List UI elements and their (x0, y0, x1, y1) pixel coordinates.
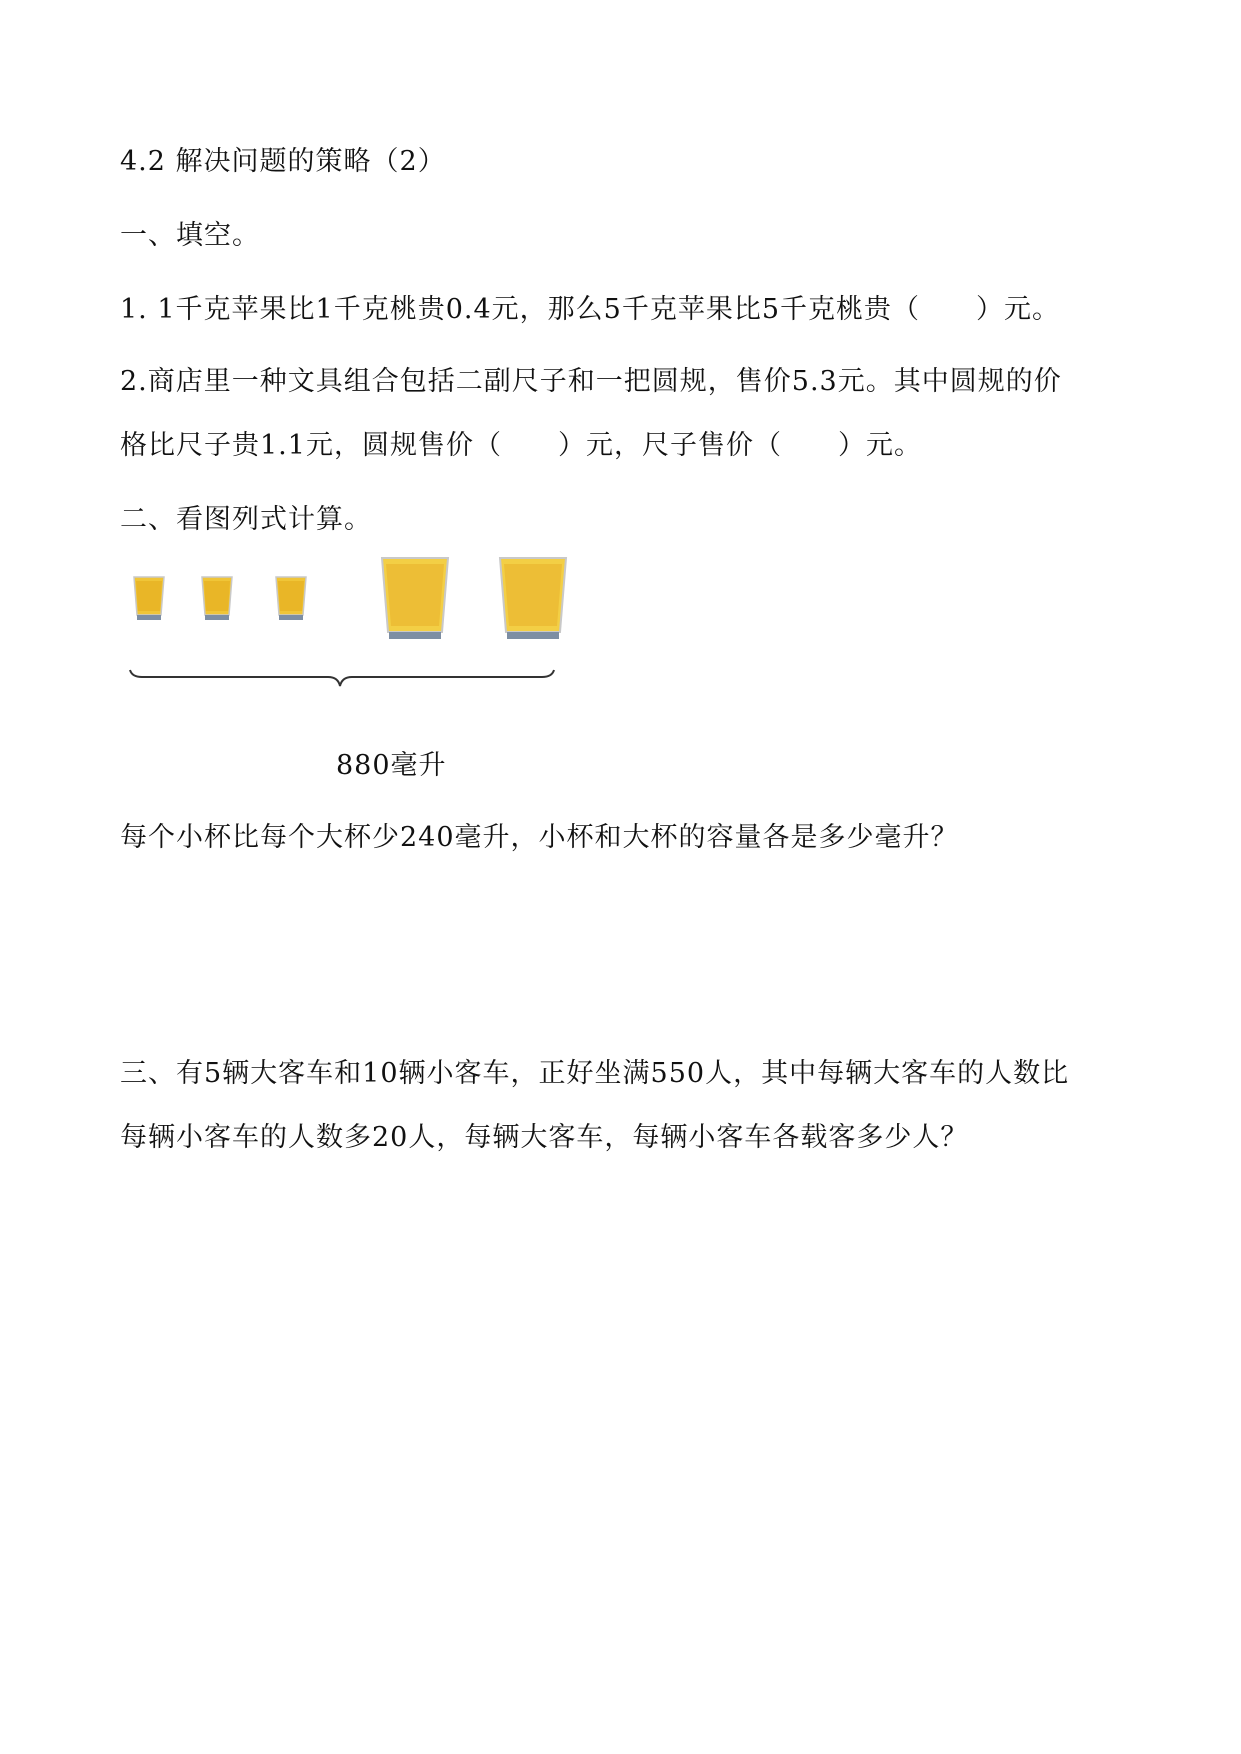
page-title: 4.2 解决问题的策略（2） (120, 146, 446, 177)
section-3-line-2: 每辆小客车的人数多20人，每辆大客车，每辆小客车各载客多少人？ (120, 1122, 969, 1153)
juice-cups-figure (128, 556, 598, 666)
question-2-line-1: 2.商店里一种文具组合包括二副尺子和一把圆规，售价5.3元。其中圆规的价 (120, 366, 1062, 397)
question-1: 1. 1千克苹果比1千克桃贵0.4元，那么5千克苹果比5千克桃贵（ ）元。 (120, 294, 1060, 325)
section-2-heading: 二、看图列式计算。 (120, 504, 372, 535)
small-cup-3 (274, 575, 308, 621)
section-3-line-1: 三、有5辆大客车和10辆小客车，正好坐满550人，其中每辆大客车的人数比 (120, 1058, 1070, 1089)
large-cup-1 (380, 556, 450, 641)
section-1-heading: 一、填空。 (120, 220, 260, 251)
small-cup-2 (200, 575, 234, 621)
large-cup-2 (498, 556, 568, 641)
section-2-question: 每个小杯比每个大杯少240毫升，小杯和大杯的容量各是多少毫升？ (120, 822, 959, 853)
total-brace (128, 668, 558, 705)
small-cup-1 (132, 575, 166, 621)
total-volume-label: 880毫升 (336, 750, 447, 781)
question-2-line-2: 格比尺子贵1.1元，圆规售价（ ）元，尺子售价（ ）元。 (120, 430, 922, 461)
